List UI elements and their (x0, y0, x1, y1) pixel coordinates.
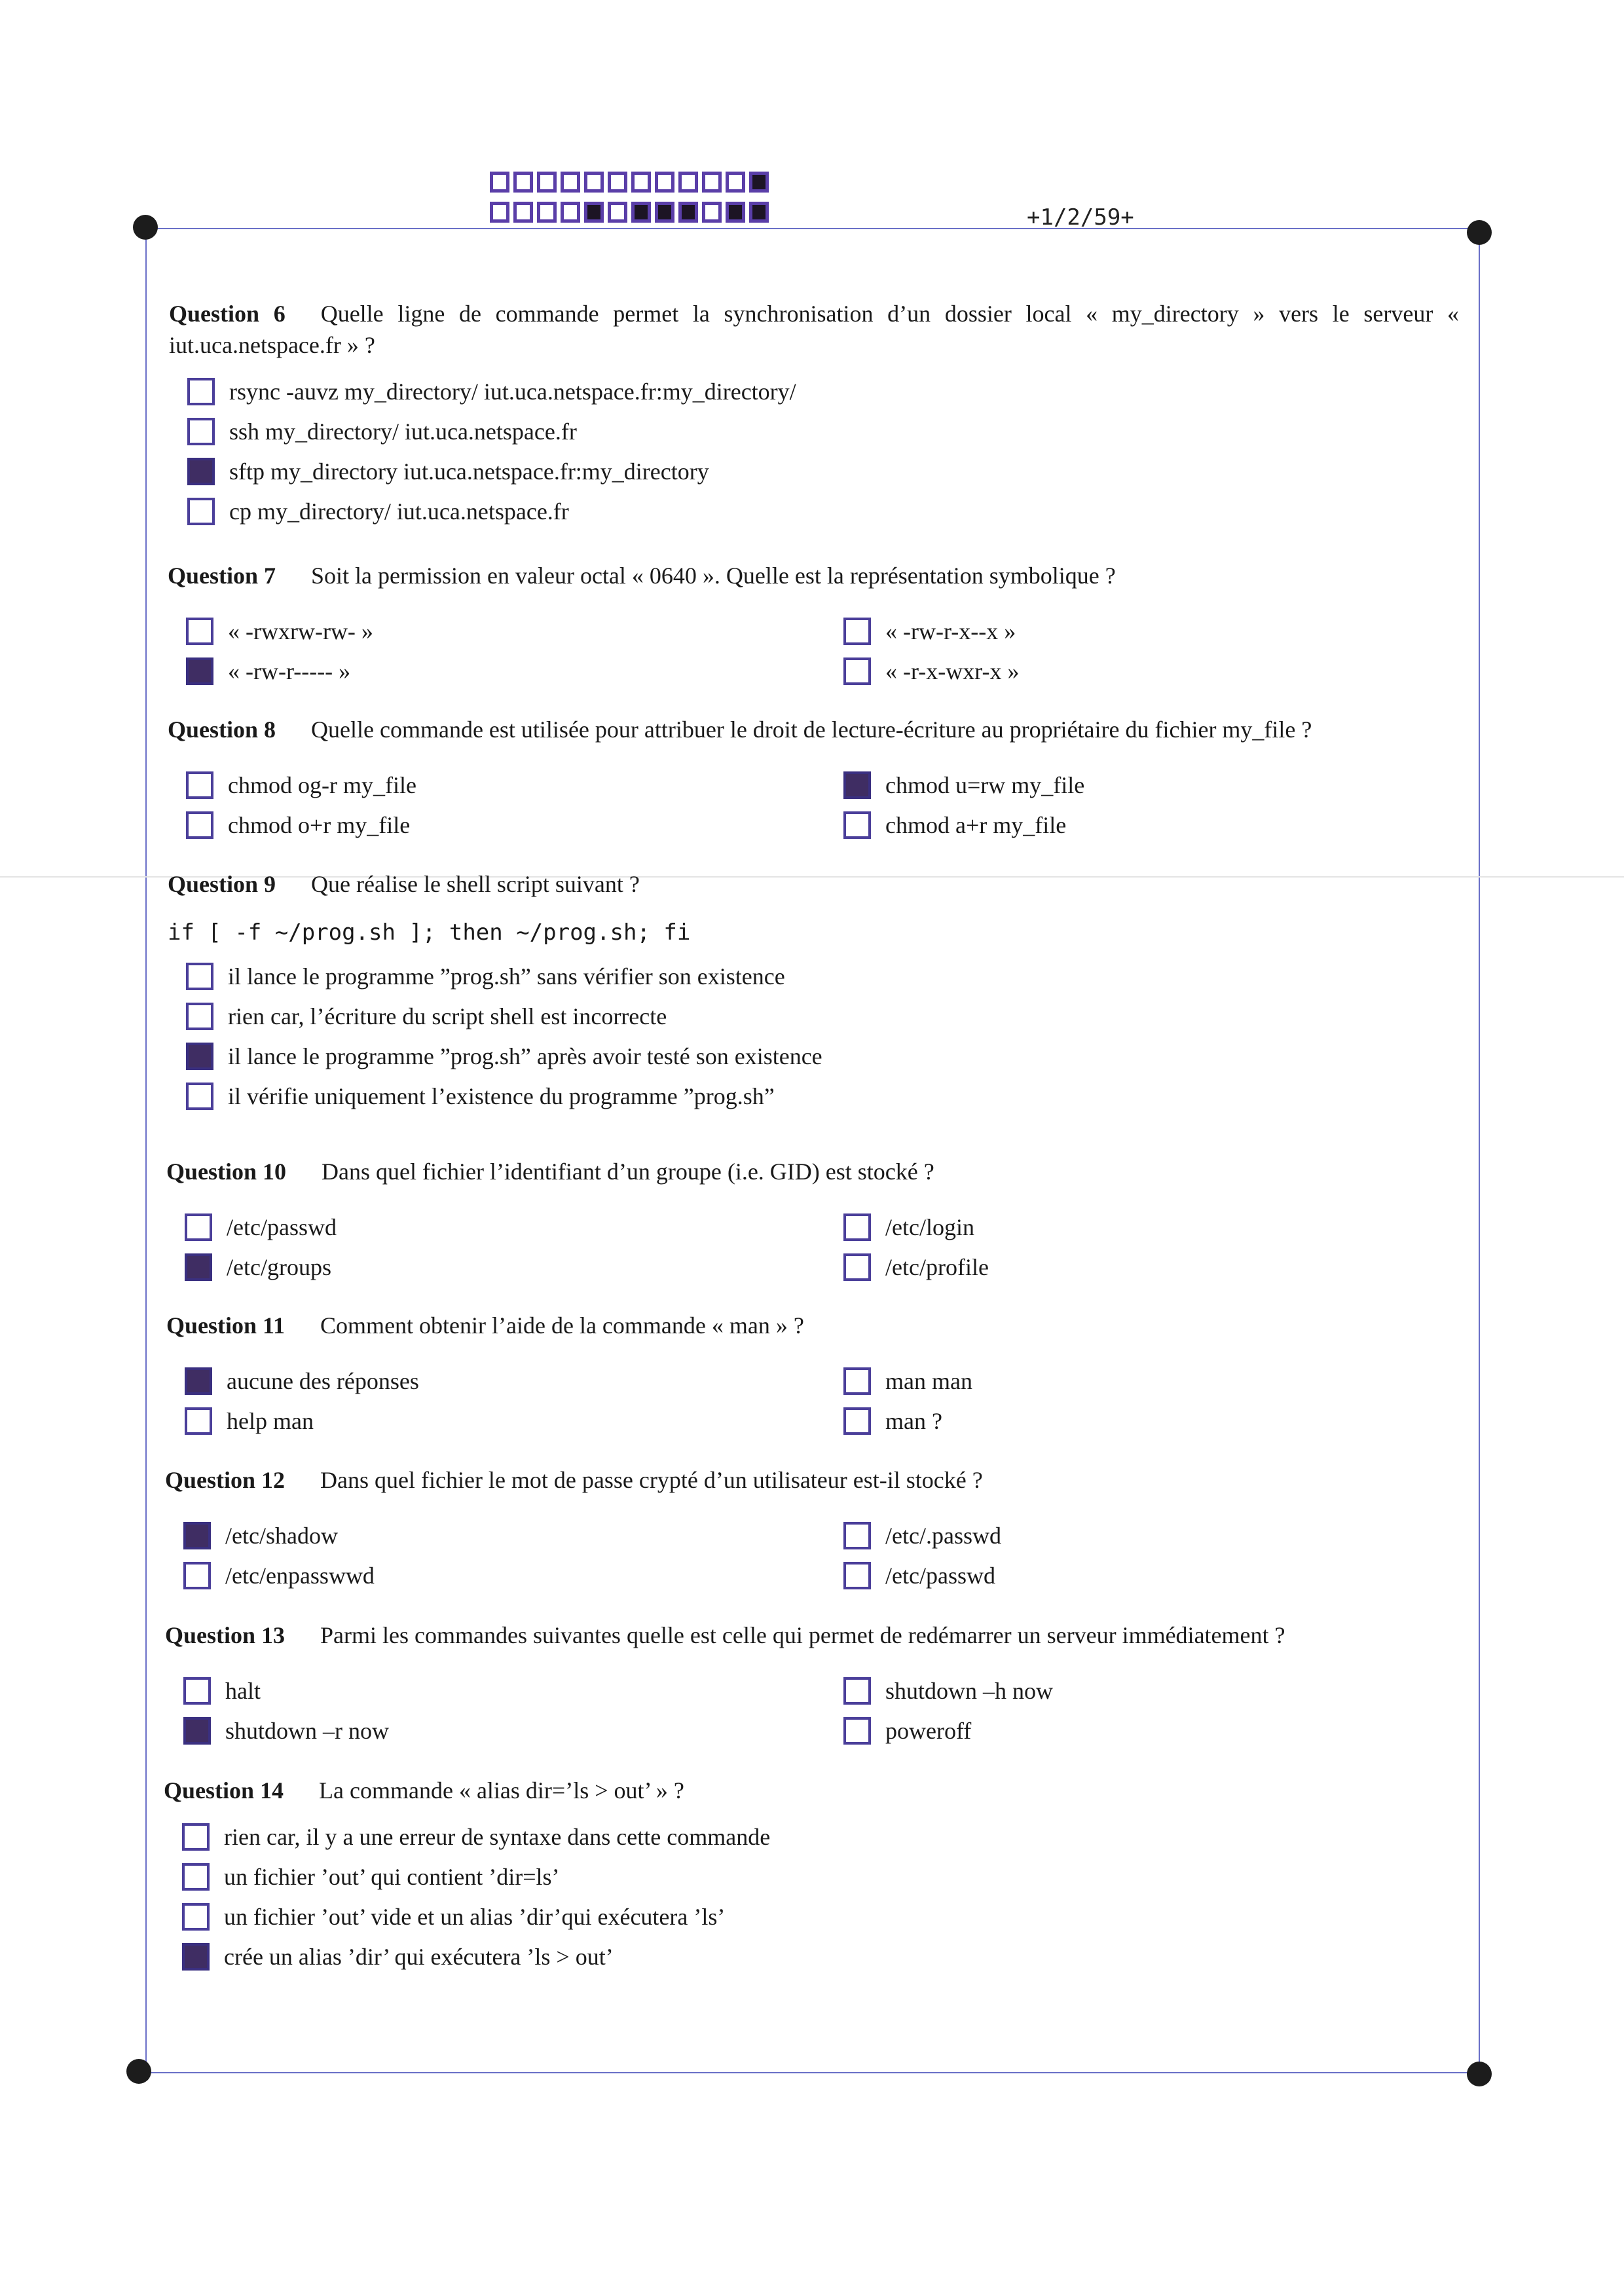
answer-label: « -rw-r----- » (228, 658, 351, 684)
barcode-cell (537, 172, 557, 193)
question-prompt: Soit la permission en valeur octal « 0640 ». Quelle est la représentation symbolique ? (311, 563, 1116, 589)
answer-label: « -r-x-wxr-x » (885, 658, 1020, 684)
barcode-cell (749, 172, 769, 193)
question-block (169, 298, 1459, 538)
frame-bottom (139, 2072, 1481, 2073)
answer-label: man ? (885, 1408, 942, 1434)
answer-list (168, 618, 1459, 697)
checkbox-checked[interactable] (187, 458, 215, 485)
answer-label: aucune des réponses (227, 1368, 419, 1394)
question-number: Question 12 (165, 1467, 286, 1493)
barcode-cell (584, 202, 604, 223)
answer-option[interactable] (186, 618, 373, 645)
barcode-cell (490, 202, 509, 223)
answer-label: il vérifie uniquement l’existence du programme ”prog.sh” (228, 1083, 775, 1109)
question-number: Question 11 (166, 1312, 286, 1339)
barcode-row-1 (490, 172, 773, 193)
frame-right (1479, 233, 1480, 2073)
checkbox[interactable] (843, 618, 871, 645)
answer-list (164, 1823, 1459, 1983)
answer-option[interactable] (185, 1367, 419, 1395)
question-number: Question 10 (166, 1158, 287, 1185)
corner-mark-bottom-right (1467, 2062, 1492, 2086)
answer-option[interactable] (186, 771, 416, 799)
question-number: Question 13 (165, 1622, 286, 1648)
checkbox[interactable] (843, 1677, 871, 1705)
barcode-cell (561, 202, 580, 223)
answer-label: il lance le programme ”prog.sh” après avoir testé son existence (228, 1043, 822, 1069)
question-text (164, 1775, 1459, 1806)
answer-option[interactable] (843, 1522, 1001, 1549)
checkbox[interactable] (843, 1367, 871, 1395)
answer-label: /etc/groups (227, 1254, 331, 1280)
question-block (166, 1156, 1459, 1293)
checkbox[interactable] (186, 1083, 213, 1110)
answer-option[interactable] (182, 1863, 560, 1891)
question-text (165, 1464, 1459, 1496)
question-number: Question 9 (168, 871, 276, 897)
answer-option[interactable] (187, 498, 569, 525)
answer-label: /etc/.passwd (885, 1523, 1001, 1549)
question-block (164, 1775, 1459, 1983)
answer-option[interactable] (187, 378, 796, 405)
answer-option[interactable] (843, 618, 1016, 645)
answer-option[interactable] (186, 657, 350, 685)
checkbox[interactable] (183, 1677, 211, 1705)
answer-label: rsync -auvz my_directory/ iut.uca.netspace.fr:my_directory/ (229, 379, 796, 405)
answer-option[interactable] (185, 1407, 314, 1435)
corner-mark-bottom-left (126, 2059, 151, 2084)
answer-label: man man (885, 1368, 972, 1394)
question-number: Question 7 (168, 563, 276, 589)
question-prompt: Quelle commande est utilisée pour attribuer le droit de lecture-écriture au propriétaire du fichier my_file ? (311, 716, 1312, 743)
checkbox[interactable] (186, 771, 213, 799)
answer-option[interactable] (185, 1253, 331, 1281)
question-prompt: Quelle ligne de commande permet la synchronisation d’un dossier local « my_directory » vers le serveur « iut.uca.netspace.fr » ? (169, 301, 1459, 358)
answer-option[interactable] (182, 1903, 725, 1931)
checkbox[interactable] (843, 811, 871, 839)
answer-option[interactable] (186, 1083, 775, 1110)
question-prompt: La commande « alias dir=’ls > out’ » ? (319, 1777, 684, 1804)
answer-option[interactable] (183, 1562, 375, 1589)
checkbox[interactable] (843, 1407, 871, 1435)
question-text (168, 868, 1459, 900)
answer-option[interactable] (182, 1943, 614, 1971)
checkbox[interactable] (186, 811, 213, 839)
answer-label: crée un alias ’dir’ qui exécutera ’ls > out’ (224, 1944, 614, 1970)
question-text (166, 1310, 1459, 1341)
answer-label: /etc/passwd (885, 1563, 995, 1589)
answer-label: ssh my_directory/ iut.uca.netspace.fr (229, 418, 577, 445)
question-prompt: Dans quel fichier l’identifiant d’un groupe (i.e. GID) est stocké ? (322, 1158, 934, 1185)
answer-label: shutdown –h now (885, 1678, 1054, 1704)
question-text (169, 298, 1459, 361)
answer-label: un fichier ’out’ vide et un alias ’dir’qui exécutera ’ls’ (224, 1904, 726, 1930)
barcode-cell (702, 202, 722, 223)
question-prompt: Parmi les commandes suivantes quelle est celle qui permet de redémarrer un serveur immédiatement ? (320, 1622, 1285, 1648)
checkbox[interactable] (186, 1003, 213, 1030)
answer-option[interactable] (843, 657, 1020, 685)
corner-mark-top-right (1467, 220, 1492, 245)
answer-label: « -rw-r-x--x » (885, 618, 1016, 644)
answer-label: chmod o+r my_file (228, 812, 411, 838)
barcode-cell (584, 172, 604, 193)
frame-left (145, 228, 147, 2072)
answer-option[interactable] (843, 1407, 942, 1435)
checkbox[interactable] (187, 418, 215, 445)
answer-option[interactable] (843, 1367, 972, 1395)
answer-label: /etc/login (885, 1214, 974, 1240)
checkbox[interactable] (187, 498, 215, 525)
checkbox-checked[interactable] (185, 1253, 212, 1281)
question-number: Question 8 (168, 716, 276, 743)
checkbox[interactable] (843, 1522, 871, 1549)
barcode-cell (608, 172, 627, 193)
question-block (168, 714, 1459, 851)
checkbox[interactable] (185, 1213, 212, 1241)
answer-label: sftp my_directory iut.uca.netspace.fr:my_directory (229, 458, 709, 485)
checkbox[interactable] (182, 1863, 210, 1891)
barcode-cell (561, 172, 580, 193)
code-snippet: if [ -f ~/prog.sh ]; then ~/prog.sh; fi (168, 919, 691, 946)
answer-option[interactable] (187, 418, 577, 445)
answer-option[interactable] (185, 1213, 337, 1241)
question-block (168, 560, 1459, 697)
barcode-cell (678, 202, 698, 223)
question-prompt: Comment obtenir l’aide de la commande « man » ? (320, 1312, 804, 1339)
answer-option[interactable] (186, 1003, 667, 1030)
answer-label: /etc/profile (885, 1254, 989, 1280)
barcode-row-2 (490, 202, 773, 223)
answer-option[interactable] (186, 1043, 822, 1070)
answer-label: « -rwxrw-rw- » (228, 618, 373, 644)
checkbox-checked[interactable] (186, 657, 213, 685)
checkbox[interactable] (843, 1213, 871, 1241)
answer-option[interactable] (843, 1562, 995, 1589)
checkbox[interactable] (187, 378, 215, 405)
barcode-cell (513, 202, 533, 223)
answer-label: chmod u=rw my_file (885, 772, 1085, 798)
barcode-cell (749, 202, 769, 223)
answer-list (165, 1677, 1459, 1757)
answer-label: il lance le programme ”prog.sh” sans vérifier son existence (228, 963, 785, 990)
checkbox[interactable] (186, 618, 213, 645)
answer-list (166, 1367, 1459, 1447)
answer-label: shutdown –r now (225, 1718, 389, 1744)
answer-label: rien car, il y a une erreur de syntaxe dans cette commande (224, 1824, 771, 1850)
checkbox[interactable] (185, 1407, 212, 1435)
checkbox-checked[interactable] (843, 771, 871, 799)
corner-mark-top-left (133, 215, 158, 240)
barcode-cell (608, 202, 627, 223)
barcode-cell (513, 172, 533, 193)
answer-label: un fichier ’out’ qui contient ’dir=ls’ (224, 1864, 560, 1890)
answer-label: /etc/passwd (227, 1214, 337, 1240)
checkbox[interactable] (182, 1903, 210, 1931)
checkbox[interactable] (843, 1253, 871, 1281)
question-prompt: Que réalise le shell script suivant ? (311, 871, 640, 897)
question-text (168, 560, 1459, 591)
answer-label: /etc/shadow (225, 1523, 338, 1549)
barcode-cell (490, 172, 509, 193)
answer-list (166, 1213, 1459, 1293)
question-block (165, 1464, 1459, 1602)
answer-label: rien car, l’écriture du script shell est incorrecte (228, 1003, 667, 1029)
question-number: Question 14 (164, 1777, 284, 1804)
barcode-cell (726, 172, 745, 193)
answer-label: poweroff (885, 1718, 972, 1744)
answer-option[interactable] (843, 1213, 974, 1241)
question-text (165, 1620, 1459, 1651)
answer-option[interactable] (182, 1823, 770, 1851)
answer-list (169, 378, 1459, 538)
answer-option[interactable] (843, 1677, 1053, 1705)
page-id: +1/2/59+ (1027, 204, 1134, 231)
checkbox[interactable] (183, 1562, 211, 1589)
frame-top (145, 228, 1481, 229)
checkbox[interactable] (182, 1823, 210, 1851)
question-text (166, 1156, 1459, 1187)
checkbox[interactable] (843, 1562, 871, 1589)
question-block (166, 1310, 1459, 1447)
barcode-cell (631, 172, 651, 193)
question-text (168, 714, 1459, 745)
barcode-cell (702, 172, 722, 193)
answer-option[interactable] (183, 1677, 261, 1705)
answer-list (165, 1522, 1459, 1602)
checkbox-checked[interactable] (182, 1943, 210, 1971)
checkbox-checked[interactable] (183, 1522, 211, 1549)
checkbox-checked[interactable] (186, 1043, 213, 1070)
answer-option[interactable] (843, 1253, 989, 1281)
answer-option[interactable] (843, 811, 1066, 839)
checkbox-checked[interactable] (185, 1367, 212, 1395)
answer-option[interactable] (183, 1717, 389, 1745)
barcode-cell (537, 202, 557, 223)
barcode-cell (678, 172, 698, 193)
checkbox[interactable] (843, 1717, 871, 1745)
question-block (165, 1620, 1459, 1757)
answer-label: cp my_directory/ iut.uca.netspace.fr (229, 498, 569, 525)
answer-option[interactable] (186, 963, 785, 990)
answer-label: halt (225, 1678, 261, 1704)
barcode-cell (631, 202, 651, 223)
answer-label: chmod og-r my_file (228, 772, 416, 798)
answer-list (168, 963, 1459, 1122)
checkbox-checked[interactable] (183, 1717, 211, 1745)
barcode-cell (655, 172, 674, 193)
question-block (168, 868, 1459, 1122)
barcode-cell (655, 202, 674, 223)
answer-option[interactable] (186, 811, 410, 839)
checkbox[interactable] (843, 657, 871, 685)
answer-label: /etc/enpasswwd (225, 1563, 375, 1589)
barcode-cell (726, 202, 745, 223)
checkbox[interactable] (186, 963, 213, 990)
answer-list (168, 771, 1459, 851)
answer-option[interactable] (187, 458, 709, 485)
answer-option[interactable] (183, 1522, 338, 1549)
answer-option[interactable] (843, 1717, 971, 1745)
answer-option[interactable] (843, 771, 1084, 799)
question-prompt: Dans quel fichier le mot de passe crypté d’un utilisateur est-il stocké ? (320, 1467, 983, 1493)
answer-label: help man (227, 1408, 314, 1434)
question-number: Question 6 (169, 301, 286, 327)
answer-label: chmod a+r my_file (885, 812, 1067, 838)
